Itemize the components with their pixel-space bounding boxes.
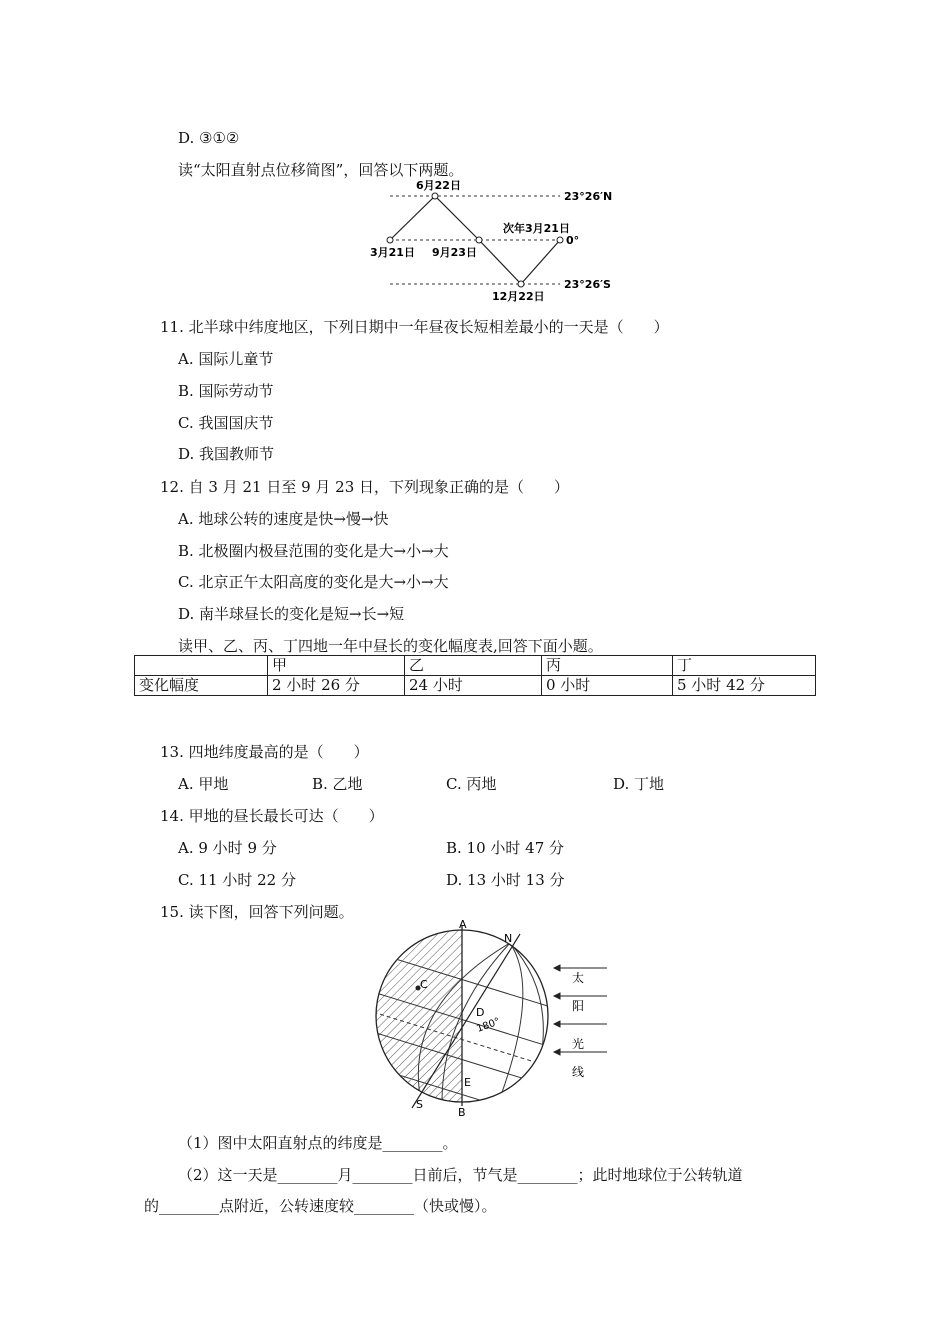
label-jun22: 6月22日: [416, 179, 461, 192]
q13-option-a: A. 甲地: [178, 775, 229, 793]
q12-option-d: D. 南半球昼长的变化是短→长→短: [178, 605, 405, 623]
q14-stem: 14. 甲地的昼长最长可达（ ）: [160, 807, 384, 825]
table-cell: 0 小时: [542, 676, 673, 696]
sun-label-1: 太: [572, 971, 585, 985]
intro-11-12: 读“太阳直射点位移简图”，回答以下两题。: [178, 161, 464, 179]
label-180: 180°: [475, 1016, 502, 1035]
q12-option-b: B. 北极圈内极昼范围的变化是大→小→大: [178, 542, 449, 560]
label-next-mar21: 次年3月21日: [503, 222, 570, 235]
sun-label-2: 阳: [572, 999, 585, 1013]
label-a: A: [459, 918, 467, 931]
arrow-head: [554, 993, 560, 999]
arrow-head: [554, 1021, 560, 1027]
label-s: S: [416, 1098, 423, 1111]
q15-stem: 15. 读下图，回答下列问题。: [160, 903, 354, 921]
table-cell: 5 小时 42 分: [673, 676, 816, 696]
table-row-label: 变化幅度: [135, 676, 268, 696]
point-next-mar21: [557, 237, 563, 243]
q14-option-c: C. 11 小时 22 分: [178, 871, 296, 889]
table-row: [135, 676, 816, 696]
label-dec22: 12月22日: [492, 290, 545, 303]
arrow-head: [554, 1049, 560, 1055]
point-dec22: [518, 281, 524, 287]
table-header-cell: 丙: [542, 656, 673, 676]
point-jun22: [432, 193, 438, 199]
q12-option-a: A. 地球公转的速度是快→慢→快: [178, 510, 389, 528]
q14-option-b: B. 10 小时 47 分: [446, 839, 565, 857]
q11-option-a: A. 国际儿童节: [178, 350, 274, 368]
table-header-cell: [135, 656, 268, 676]
q13-option-c: C. 丙地: [446, 775, 497, 793]
q13-option-d: D. 丁地: [613, 775, 665, 793]
intro-13-14: 读甲、乙、丙、丁四地一年中昼长的变化幅度表,回答下面小题。: [178, 637, 603, 655]
q13-stem: 13. 四地纬度最高的是（ ）: [160, 743, 369, 761]
point-mar21: [387, 237, 393, 243]
label-c: C: [420, 978, 428, 991]
label-e: E: [464, 1076, 471, 1089]
label-0: 0°: [566, 234, 580, 247]
point-sep23: [476, 237, 482, 243]
table-header-cell: 丁: [673, 656, 816, 676]
q14-option-a: A. 9 小时 9 分: [178, 839, 277, 857]
sun-migration-diagram: [360, 176, 630, 304]
meridian-line: [510, 943, 543, 1083]
latitude-line: [360, 1063, 580, 1122]
q11-option-b: B. 国际劳动节: [178, 382, 274, 400]
label-23s: 23°26′S: [564, 278, 611, 291]
q15-sub2-line1: （2）这一天是________月________日前后，节气是________；此时地球位于公转轨道: [178, 1166, 743, 1184]
label-d: D: [476, 1006, 485, 1019]
label-sep23: 9月23日: [432, 246, 477, 259]
q10-option-d: D. ③①②: [178, 129, 240, 147]
table-header-cell: 乙: [405, 656, 542, 676]
q13-option-b: B. 乙地: [312, 775, 363, 793]
sun-label-4: 线: [572, 1065, 585, 1079]
globe-illumination-diagram: [360, 918, 620, 1122]
q15-sub2-line2: 的________点附近，公转速度较________（快或慢）。: [144, 1197, 497, 1215]
q11-option-c: C. 我国国庆节: [178, 414, 274, 432]
table-cell: 24 小时: [405, 676, 542, 696]
label-mar21: 3月21日: [370, 246, 415, 259]
sun-label-3: 光: [572, 1037, 585, 1051]
label-b: B: [458, 1106, 466, 1119]
arrow-head: [554, 965, 560, 971]
label-n: N: [504, 932, 513, 945]
q12-stem: 12. 自 3 月 21 日至 9 月 23 日，下列现象正确的是（ ）: [160, 478, 570, 496]
q14-option-d: D. 13 小时 13 分: [446, 871, 565, 889]
q12-option-c: C. 北京正午太阳高度的变化是大→小→大: [178, 573, 449, 591]
table-header-cell: 甲: [268, 656, 405, 676]
q15-sub1: （1）图中太阳直射点的纬度是________。: [178, 1134, 458, 1152]
daylength-table: [134, 655, 816, 696]
label-23n: 23°26′N: [564, 190, 613, 203]
q11-stem: 11. 北半球中纬度地区，下列日期中一年昼夜长短相差最小的一天是（ ）: [160, 318, 669, 336]
table-header-row: [135, 656, 816, 676]
q11-option-d: D. 我国教师节: [178, 445, 275, 463]
table-cell: 2 小时 26 分: [268, 676, 405, 696]
